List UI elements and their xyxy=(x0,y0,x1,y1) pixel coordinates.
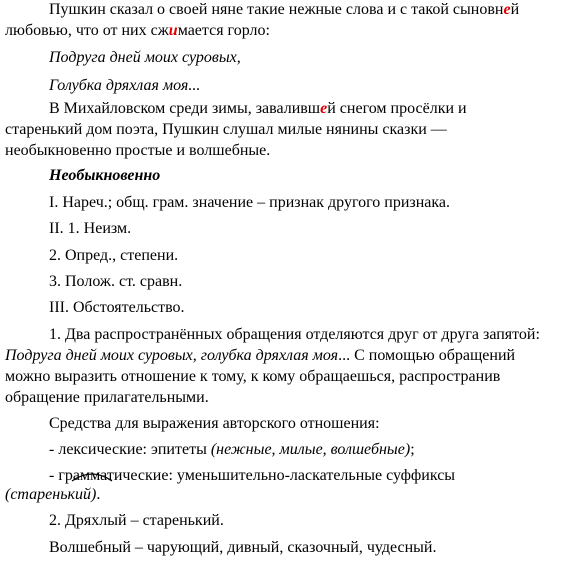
paragraph-line xyxy=(5,346,515,365)
paragraph-line xyxy=(49,0,519,19)
analysis-item: III. Обстоятельство. xyxy=(49,299,185,316)
poem-line: Голубка дряхлая моя... xyxy=(49,77,201,94)
paragraph-line: необыкновенно простые и волшебные. xyxy=(5,142,271,159)
stress-letter: е xyxy=(320,100,328,117)
text: й снегом просёлки и xyxy=(327,100,467,117)
paragraph-line: 1. Два распространённых обращения отделяются друг от друга запятой: xyxy=(49,326,540,343)
analysis-item: II. 1. Неизм. xyxy=(49,220,132,237)
stress-letter: и xyxy=(168,22,178,39)
address-quote: Подруга дней моих суровых, голубка дряхлая моя xyxy=(5,347,339,364)
paragraph-line: обращение прилагательными. xyxy=(5,389,209,406)
poem-line: Подруга дней моих суровых, xyxy=(49,49,241,66)
analysis-heading: Необыкновенно xyxy=(49,167,161,184)
text: й xyxy=(510,1,520,18)
text: В Михайловском среди зимы, заваливш xyxy=(49,100,321,117)
paragraph-line: можно выразить отношение к тому, к кому обращаешься, распространив xyxy=(5,368,501,385)
stress-letter: е xyxy=(503,1,511,18)
paragraph-line xyxy=(5,21,270,40)
suffix-arc-mark xyxy=(70,468,114,482)
example-word: (старенький) xyxy=(5,486,97,503)
analysis-item: 3. Полож. ст. сравн. xyxy=(49,273,183,290)
text: любовью, что от них сж xyxy=(5,22,169,39)
text: . xyxy=(96,486,101,503)
text: мается горло: xyxy=(177,22,270,39)
paragraph-line: 2. Дряхлый – старенький. xyxy=(49,512,224,529)
analysis-item: I. Нареч.; общ. грам. значение – признак другого признака. xyxy=(49,194,451,211)
examples: (нежные, милые, волшебные) xyxy=(210,441,411,458)
paragraph-line xyxy=(5,485,100,504)
paragraph-line: Волшебный – чарующий, дивный, сказочный, чудесный. xyxy=(49,539,437,556)
text: ; xyxy=(410,441,415,458)
text: - лексические: эпитеты xyxy=(49,441,211,458)
paragraph-line: старенький дом поэта, Пушкин слушал милые нянины сказки — xyxy=(5,121,447,138)
list-item: - грамматические: уменьшительно-ласкательные суффиксы xyxy=(49,467,456,484)
list-item xyxy=(49,440,415,459)
text: ... С помощью обращений xyxy=(338,347,516,364)
paragraph-line: Средства для выражения авторского отношения: xyxy=(49,415,380,432)
paragraph-line xyxy=(49,99,467,118)
text: Пушкин сказал о своей няне такие нежные слова и с такой сыновн xyxy=(49,1,504,18)
analysis-item: 2. Опред., степени. xyxy=(49,247,179,264)
